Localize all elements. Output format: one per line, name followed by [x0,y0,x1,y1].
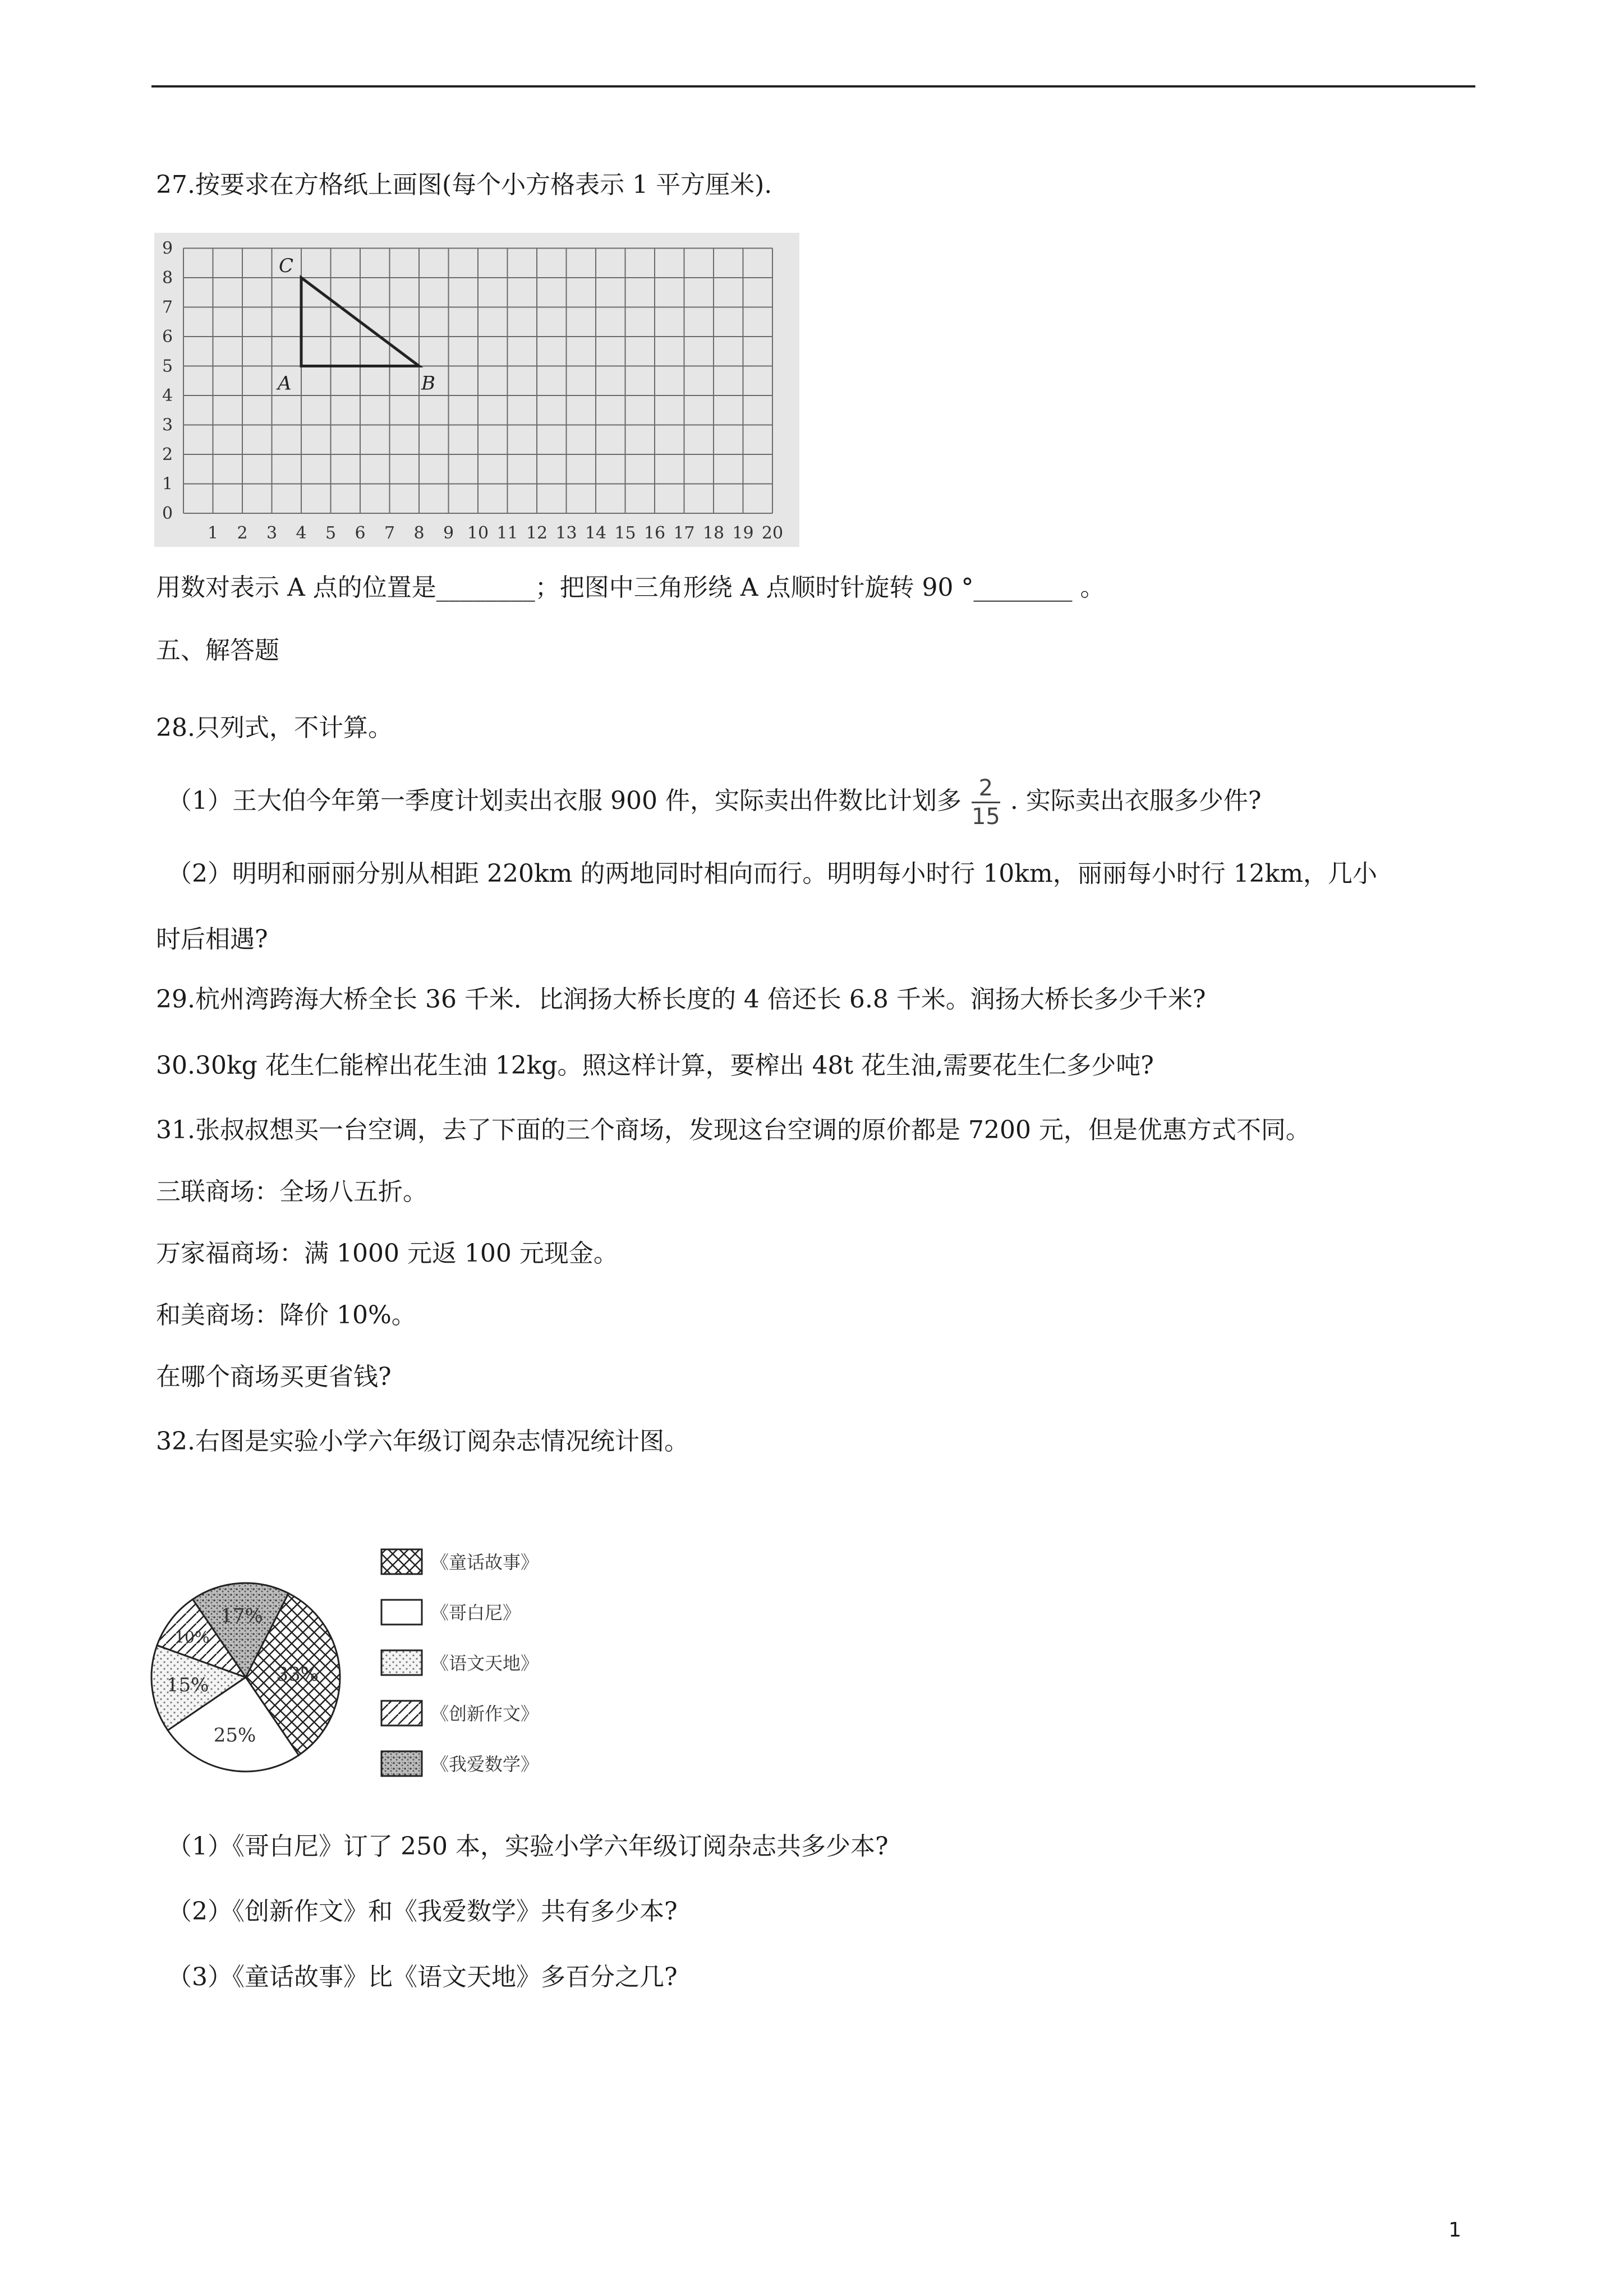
q29: 29.杭州湾跨海大桥全长 36 千米．比润扬大桥长度的 4 倍还长 6.8 千米。润扬大桥长多少千米? [156,985,1206,1014]
header-rule [151,85,1475,88]
x-tick-label: 13 [555,523,577,543]
legend-label: 《童话故事》 [431,1552,539,1573]
fraction-denominator: 15 [971,804,1000,830]
point-label-a: A [278,372,292,395]
y-tick-label: 3 [162,415,173,435]
q28-part1-text: （1）王大伯今年第一季度计划卖出衣服 900 件，实际卖出件数比计划多 [167,786,961,815]
x-tick-label: 6 [355,523,366,543]
legend-label: 《创新作文》 [431,1703,539,1724]
y-tick-label: 4 [162,386,173,406]
y-tick-label: 5 [162,356,173,376]
legend-label: 《我爱数学》 [431,1754,539,1775]
fraction-bar [972,802,1000,803]
q28-part2-line1: （2）明明和丽丽分别从相距 220km 的两地同时相向而行。明明每小时行 10km，丽丽每小时行 12km，几小 [167,859,1378,888]
x-tick-label: 5 [325,523,337,543]
q28-title: 28.只列式，不计算。 [156,714,393,742]
y-tick-label: 9 [162,238,173,259]
y-tick-label: 7 [162,297,173,318]
q32-sub2: （2）《创新作文》和《我爱数学》共有多少本? [167,1897,678,1926]
x-tick-label: 20 [761,523,784,543]
x-tick-label: 19 [732,523,754,543]
fraction-numerator: 2 [978,775,993,801]
x-tick-label: 10 [467,523,489,543]
x-tick-label: 9 [443,523,454,543]
y-tick-label: 8 [162,268,173,288]
x-tick-label: 2 [237,523,248,543]
legend-swatch [381,1701,422,1726]
q31-store2: 万家福商场：满 1000 元返 100 元现金。 [156,1239,618,1268]
q28-part1 [167,773,1261,829]
x-tick-label: 7 [384,523,395,543]
q31-store3: 和美商场：降价 10%。 [156,1301,416,1329]
x-tick-label: 4 [296,523,307,543]
x-tick-label: 11 [496,523,518,543]
legend-swatch [381,1600,422,1625]
y-tick-label: 0 [162,504,173,523]
q32-sub1: （1）《哥白尼》订了 250 本，实验小学六年级订阅杂志共多少本? [167,1832,889,1861]
x-tick-label: 14 [585,523,607,543]
x-tick-label: 1 [207,523,219,543]
section-title: 五、解答题 [156,636,279,665]
q32-sub3: （3）《童话故事》比《语文天地》多百分之几? [167,1963,678,1991]
y-tick-label: 1 [162,474,173,494]
y-tick-label: 2 [162,445,173,464]
y-tick-label: 6 [162,327,173,347]
x-tick-label: 8 [413,523,425,543]
coordinate-grid [154,233,799,547]
q31-store1: 三联商场：全场八五折。 [156,1177,427,1206]
legend-swatch [381,1650,422,1675]
legend-label: 《哥白尼》 [431,1602,521,1623]
fraction-two-fifteenths [972,776,1000,829]
x-tick-label: 15 [614,523,636,543]
q32-title: 32.右图是实验小学六年级订阅杂志情况统计图。 [156,1427,689,1456]
point-label-c: C [279,255,294,277]
slice-value-label: 25% [213,1724,256,1747]
x-tick-label: 12 [526,523,548,543]
slice-value-label: 10% [174,1627,210,1646]
x-tick-label: 16 [643,523,666,543]
q30: 30.30kg 花生仁能榨出花生油 12kg。照这样计算，要榨出 48t 花生油,需要花生仁多少吨? [156,1051,1154,1080]
slice-value-label: 33% [276,1663,319,1686]
legend-label: 《语文天地》 [431,1653,539,1674]
slice-value-label: 17% [220,1604,263,1627]
q31-question: 在哪个商场买更省钱? [156,1363,392,1391]
q27-question: 用数对表示 A 点的位置是________；把图中三角形绕 A 点顺时针旋转 90 °________ 。 [156,573,1105,602]
slice-value-label: 15% [166,1674,209,1697]
pie-chart [146,1543,595,1806]
legend-swatch [381,1751,422,1776]
x-tick-label: 18 [702,523,725,543]
q31-title: 31.张叔叔想买一台空调，去了下面的三个商场，发现这台空调的原价都是 7200 元，但是优惠方式不同。 [156,1116,1310,1144]
x-tick-label: 17 [673,523,695,543]
q28-part2-line2: 时后相遇? [156,925,268,954]
page-number: 1 [1448,2219,1461,2242]
q27-title: 27.按要求在方格纸上画图(每个小方格表示 1 平方厘米). [156,171,772,199]
legend-swatch [381,1549,422,1574]
point-label-b: B [421,372,435,395]
q28-part1-tail: . 实际卖出衣服多少件? [1010,786,1262,815]
x-tick-label: 3 [266,523,278,543]
